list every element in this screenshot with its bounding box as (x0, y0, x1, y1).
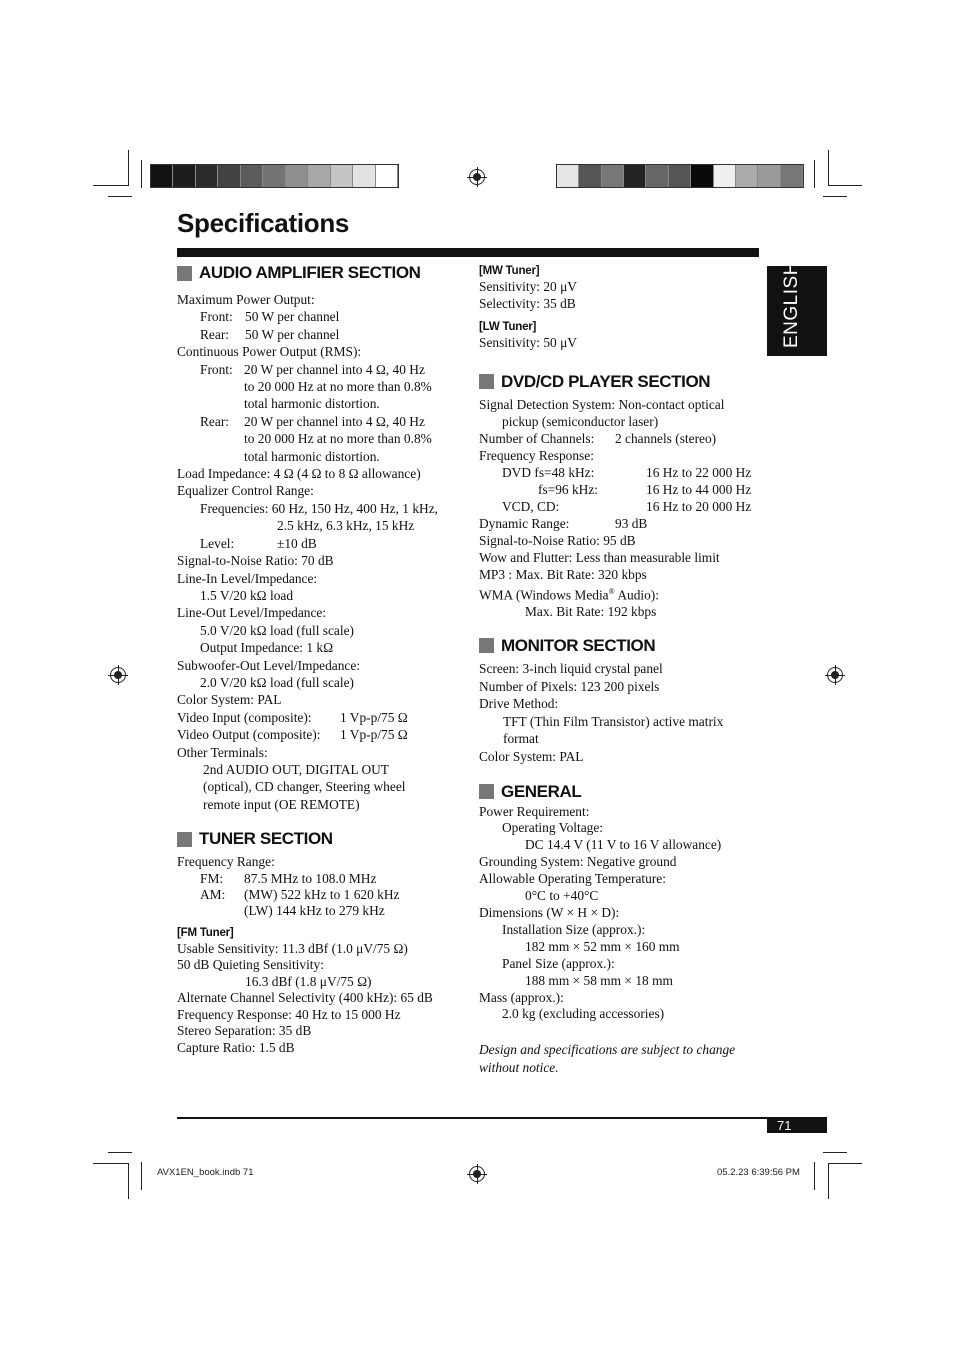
section-heading-monitor: MONITOR SECTION (479, 636, 751, 656)
color-swatch (669, 165, 691, 187)
color-swatch (758, 165, 780, 187)
color-swatch (691, 165, 713, 187)
color-swatch (331, 165, 353, 187)
subheading-fm-tuner: [FM Tuner] (177, 926, 234, 939)
section-heading-dvd: DVD/CD PLAYER SECTION (479, 372, 751, 392)
color-swatch (557, 165, 579, 187)
square-bullet-icon (479, 374, 494, 389)
color-swatch (173, 165, 195, 187)
color-swatch (376, 165, 398, 187)
color-swatch (579, 165, 601, 187)
language-label: ENGLISH (781, 261, 802, 348)
disclaimer-note: without notice. (479, 1059, 559, 1075)
color-calibration-bar-right (556, 164, 804, 188)
disclaimer-note: Design and specifications are subject to change (479, 1042, 736, 1058)
color-swatch (196, 165, 218, 187)
footer-file-name: AVX1EN_book.indb 71 (157, 1167, 254, 1178)
square-bullet-icon (479, 784, 494, 799)
color-swatch (218, 165, 240, 187)
right-column: [MW Tuner] Sensitivity: 20 μV Selectivity: 35 dB [LW Tuner] Sensitivity: 50 μV DVD/CD PLAYER SECTION Signal Detection System: Non-contact optical pickup (semiconductor laser) Number of Channels: 2 channels (stereo) Frequency Response: DVD fs=48 kHz: 16 Hz to 22 000 Hz fs=96 kHz: 16 Hz to 44 000 Hz VCD, CD: 16 Hz to 20 000 Hz Dynamic Range: 93 dB Signal-to-Noise Ratio: 95 dB Wow and Flutter: Less than measurable limit MP3 : Max. Bit Rate: 320 kbps WMA (Windows Media® Audio): Max. Bit Rate: 192 kbps MONITOR SECTION Screen: 3-inch liquid crystal panel Number of Pixels: 123 200 pixels Drive Method: TFT (Thin Film Transistor) active matrix format Color System: PAL GENERAL Power Requirement: Operating Voltage: DC 14.4 V (11 V to 16 V allowance) Grounding System: Negative ground Allowable Operating Temperature: 0°C to +40°C Dimensions (W × H × D): Installation Size (approx.): 182 mm × 52 mm × 160 mm Panel Size (approx.): 188 mm × 58 mm × 18 mm Mass (approx.): 2.0 kg (excluding accessories) Design and specifications are subject to change without notice. (479, 265, 752, 1075)
title-rule (177, 248, 759, 257)
square-bullet-icon (177, 266, 192, 281)
registration-mark-icon (469, 1166, 485, 1182)
registration-mark-icon (110, 667, 126, 683)
color-swatch (151, 165, 173, 187)
color-swatch (308, 165, 330, 187)
color-swatch (714, 165, 736, 187)
left-column: AUDIO AMPLIFIER SECTION Maximum Power Output: Front: 50 W per channel Rear: 50 W per channel Continuous Power Output (RMS): Front: 20 W per channel into 4 Ω, 40 Hz to 20 000 Hz at no more than 0.8% total harmonic distortion. Rear: 20 W per channel into 4 Ω, 40 Hz to 20 000 Hz at no more than 0.8% total harmonic distortion. Load Impedance: 4 Ω (4 Ω to 8 Ω allowance) Equalizer Control Range: Frequencies: 60 Hz, 150 Hz, 400 Hz, 1 kHz, 2.5 kHz, 6.3 kHz, 15 kHz Level: ±10 dB Signal-to-Noise Ratio: 70 dB Line-In Level/Impedance: 1.5 V/20 kΩ load Line-Out Level/Impedance: 5.0 V/20 kΩ load (full scale) Output Impedance: 1 kΩ Subwoofer-Out Level/Impedance: 2.0 V/20 kΩ load (full scale) Color System: PAL Video Input (composite): 1 Vp-p/75 Ω Video Output (composite): 1 Vp-p/75 Ω Other Terminals: 2nd AUDIO OUT, DIGITAL OUT (optical), CD changer, Steering wheel remote input (OE REMOTE) TUNER SECTION Frequency Range: FM: 87.5 MHz to 108.0 MHz AM: (MW) 522 kHz to 1 620 kHz (LW) 144 kHz to 279 kHz [FM Tuner] Usable Sensitivity: 11.3 dBf (1.0 μV/75 Ω) 50 dB Quieting Sensitivity: 16.3 dBf (1.8 μV/75 Ω) Alternate Channel Selectivity (400 kHz): 65 dB Frequency Response: 40 Hz to 15 000 Hz Stereo Separation: 35 dB Capture Ratio: 1.5 dB (177, 263, 438, 1055)
section-heading-tuner: TUNER SECTION (177, 829, 438, 849)
color-swatch (736, 165, 758, 187)
page-title: Specifications (177, 208, 350, 238)
registration-mark-icon (827, 667, 843, 683)
subheading-mw-tuner: [MW Tuner] (479, 265, 540, 277)
color-swatch (286, 165, 308, 187)
color-swatch (353, 165, 375, 187)
color-swatch (241, 165, 263, 187)
page-number-tab (767, 1118, 827, 1133)
subheading-lw-tuner: [LW Tuner] (479, 321, 537, 333)
language-tab (767, 261, 827, 356)
color-swatch (602, 165, 624, 187)
color-swatch (624, 165, 646, 187)
square-bullet-icon (479, 638, 494, 653)
square-bullet-icon (177, 832, 192, 847)
page-number: 71 (777, 1118, 792, 1133)
footer-timestamp: 05.2.23 6:39:56 PM (717, 1167, 800, 1178)
section-heading-audio: AUDIO AMPLIFIER SECTION (177, 263, 438, 283)
color-calibration-bar-left (150, 164, 399, 188)
color-swatch (646, 165, 668, 187)
section-heading-general: GENERAL (479, 782, 751, 802)
color-swatch (781, 165, 803, 187)
registration-mark-icon (469, 169, 485, 185)
footer-rule (177, 1117, 827, 1119)
color-swatch (263, 165, 285, 187)
